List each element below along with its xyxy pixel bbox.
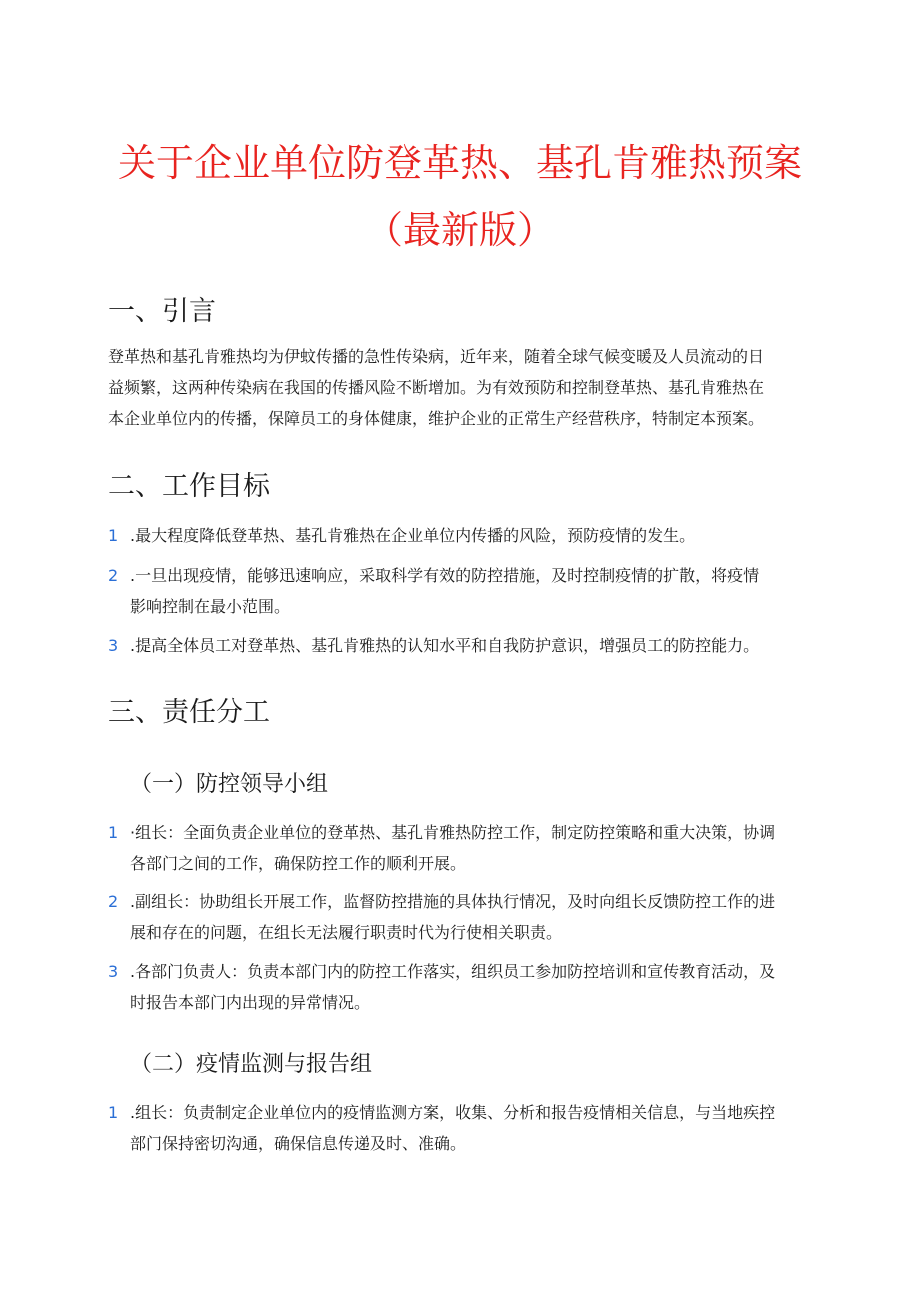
goals-list-item [108,630,812,661]
document-title-line-2: （最新版） [364,208,555,252]
intro-paragraph-line: 登革热和基孔肯雅热均为伊蚊传播的急性传染病，近年来，随着全球气候变暖及人员流动的日 [108,347,765,366]
list-number: 3 [108,962,119,981]
list-number: 2 [108,566,119,585]
list-number: 1 [108,1103,119,1122]
sub-heading-monitoring-group: （二）疫情监测与报告组 [130,1052,373,1077]
list-text-continued: 各部门之间的工作，确保防控工作的顺利开展。 [130,854,467,873]
list-number: 1 [108,526,119,545]
list-text-continued: 部门保持密切沟通，确保信息传递及时、准确。 [130,1134,467,1153]
monitoring-list-item [108,1097,812,1159]
sub-heading-leadership-group: （一）防控领导小组 [130,772,329,797]
section-heading-goals: 二、工作目标 [108,471,270,502]
leadership-list-item [108,956,812,1018]
list-text: .组长：负责制定企业单位内的疫情监测方案，收集、分析和报告疫情相关信息，与当地疾控 [130,1103,776,1122]
list-text-continued: 展和存在的问题，在组长无法履行职责时代为行使相关职责。 [130,923,563,942]
list-text: .副组长：协助组长开展工作，监督防控措施的具体执行情况，及时向组长反馈防控工作的进 [130,892,776,911]
list-text: .最大程度降低登革热、基孔肯雅热在企业单位内传播的风险，预防疫情的发生。 [130,526,696,545]
list-text: .各部门负责人：负责本部门内的防控工作落实，组织员工参加防控培训和宣传教育活动，及 [130,962,776,981]
list-text: ·组长：全面负责企业单位的登革热、基孔肯雅热防控工作，制定防控策略和重大决策，协调 [130,823,776,842]
leadership-list-item [108,817,812,879]
intro-paragraph-line: 益频繁，这两种传染病在我国的传播风险不断增加。为有效预防和控制登革热、基孔肯雅热在 [108,378,765,397]
intro-paragraph [108,341,812,434]
list-text: .提高全体员工对登革热、基孔肯雅热的认知水平和自我防护意识，增强员工的防控能力。 [130,636,760,655]
intro-paragraph-line: 本企业单位内的传播，保障员工的身体健康，维护企业的正常生产经营秩序，特制定本预案。 [108,409,765,428]
list-number: 2 [108,892,119,911]
document-title-line-1: 关于企业单位防登革热、基孔肯雅热预案 [117,141,802,185]
list-text: .一旦出现疫情，能够迅速响应，采取科学有效的防控措施，及时控制疫情的扩散，将疫情 [130,566,760,585]
section-heading-duties: 三、责任分工 [108,697,270,728]
leadership-list-item [108,886,812,948]
list-text-continued: 时报告本部门内出现的异常情况。 [130,993,371,1012]
list-number: 1 [108,823,119,842]
section-heading-intro: 一、引言 [108,296,216,327]
document-title [0,130,920,264]
goals-list-item [108,560,812,622]
list-text-continued: 影响控制在最小范围。 [130,597,291,616]
list-number: 3 [108,636,119,655]
goals-list-item [108,520,812,551]
